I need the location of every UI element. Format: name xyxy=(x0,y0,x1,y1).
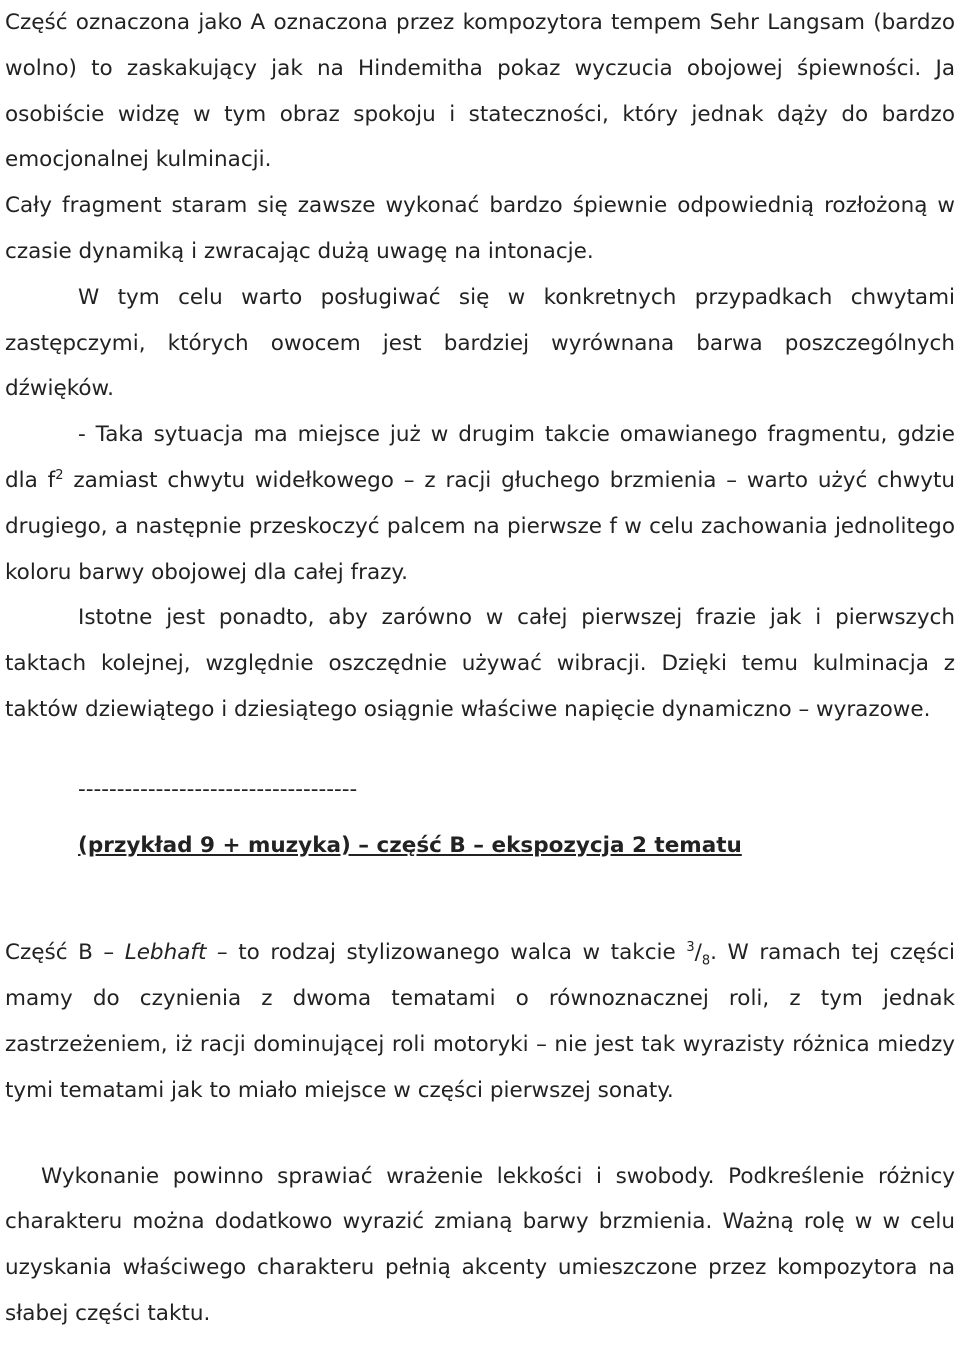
time-signature-slash: / xyxy=(694,940,702,966)
paragraph-lightness: Wykonanie powinno sprawiać wrażenie lekkości i swobody. Podkreślenie różnicy charakteru można dodatkowo wyrazić zmianą barwy brzmienia. Ważną rolę w w celu uzyskania właściwego charakteru pełnią akcenty umieszczone przez kompozytora na słabej części taktu. xyxy=(5,1163,955,1326)
paragraph-second-bar-text-a: - Taka sytuacja ma miejsce już w drugim takcie omawianego fragmentu, gdzie dla f xyxy=(5,422,955,493)
document-body xyxy=(5,0,955,1337)
paragraph-part-b-text-b: – to rodzaj stylizowanego walca w takcie xyxy=(206,940,687,966)
tempo-marking: Lebhaft xyxy=(124,940,207,966)
paragraph-second-bar xyxy=(5,412,955,595)
superscript-2: 2 xyxy=(55,467,64,483)
paragraph-alternate-fingerings: W tym celu warto posługiwać się w konkretnych przypadkach chwytami zastępczymi, których owocem jest bardziej wyrównana barwa poszczególnych dźwięków. xyxy=(5,284,955,402)
time-signature-denominator: 8 xyxy=(701,953,711,969)
paragraph-second-bar-text-b: zamiast chwytu widełkowego – z racji głuchego brzmienia – warto użyć chwytu drugiego, a następnie przeskoczyć palcem na pierwsze f w celu zachowania jednolitego koloru barwy obojowej dla całej frazy. xyxy=(5,467,955,585)
paragraph-part-b xyxy=(5,930,955,1113)
section-heading: (przykład 9 + muzyka) – część B – ekspozycja 2 tematu xyxy=(78,832,742,858)
paragraph-part-a-intro: Część oznaczona jako A oznaczona przez kompozytora tempem Sehr Langsam (bardzo wolno) to zaskakujący jak na Hindemitha pokaz wyczucia obojowej śpiewności. Ja osobiście widzę w tym obraz spokoju i stateczności, który jednak dąży do bardzo emocjonalnej kulminacji. xyxy=(5,10,955,173)
paragraph-fragment-dynamics: Cały fragment staram się zawsze wykonać bardzo śpiewnie odpowiednią rozłożoną w czasie dynamiką i zwracając dużą uwagę na intonacje. xyxy=(5,193,955,264)
paragraph-part-b-text-c: . W ramach tej części mamy do czynienia z dwoma tematami o równoznacznej roli, z tym jednak zastrzeżeniem, iż racji dominującej roli motoryki – nie jest tak wyrazisty różnica miedzy tymi tematami jak to miało miejsce w części pierwszej sonaty. xyxy=(5,940,955,1103)
time-signature-numerator: 3 xyxy=(686,940,695,956)
separator-line: ------------------------------------ xyxy=(78,776,358,802)
paragraph-vibrato: Istotne jest ponadto, aby zarówno w całej pierwszej frazie jak i pierwszych taktach kolejnej, względnie oszczędnie używać wibracji. Dzięki temu kulminacja z taktów dziewiątego i dziesiątego osiągnie właściwe napięcie dynamiczno – wyrazowe. xyxy=(5,605,955,722)
paragraph-part-b-text-a: Część B – xyxy=(5,940,125,966)
